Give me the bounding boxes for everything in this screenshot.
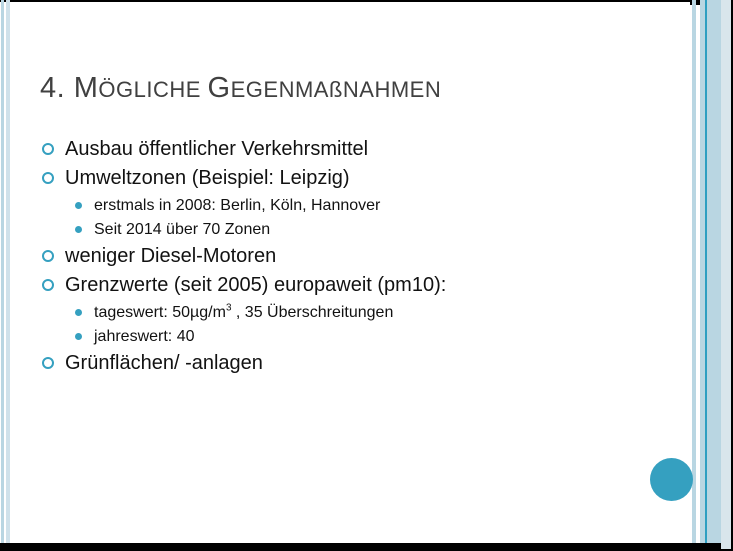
left-stripe-outer [1, 0, 4, 543]
bullet-item [40, 244, 640, 269]
bullet-text: jahreswert: 40 [94, 328, 195, 345]
superscript: 3 [225, 302, 232, 314]
dot-bullet-icon [75, 333, 82, 340]
sub-bullet-item [40, 302, 640, 323]
bullet-text-post: , 35 Überschreitungen [231, 304, 394, 321]
bottom-edge-bar [0, 543, 721, 551]
bullet-text: Grenzwerte (seit 2005) europaweit (pm10): [65, 274, 447, 296]
sub-bullet-item [40, 326, 640, 347]
right-band-b [707, 0, 721, 551]
slide-content [40, 70, 640, 380]
bullet-text: Ausbau öffentlicher Verkehrsmittel [65, 138, 369, 160]
bullet-text: Grünflächen/ -anlagen [65, 352, 263, 374]
bullet-text: erstmals in 2008: Berlin, Köln, Hannover [94, 197, 381, 214]
open-circle-bullet-icon [42, 357, 54, 369]
bullet-item [40, 273, 640, 298]
right-band-c [721, 0, 731, 551]
top-edge-line [0, 0, 733, 2]
bullet-text-with-superscript [94, 302, 393, 323]
open-circle-bullet-icon [42, 143, 54, 155]
open-circle-bullet-icon [42, 172, 54, 184]
open-circle-bullet-icon [42, 279, 54, 291]
dot-bullet-icon [75, 202, 82, 209]
sub-bullet-item [40, 195, 640, 216]
open-circle-bullet-icon [42, 250, 54, 262]
bullet-text: weniger Diesel-Motoren [65, 245, 277, 267]
bullet-item [40, 166, 640, 191]
bullet-text: Seit 2014 über 70 Zonen [94, 221, 271, 238]
right-stripe-thin [692, 0, 696, 551]
bullet-text-pre: tageswert: 50µg/m [94, 304, 226, 321]
bullet-item [40, 137, 640, 162]
bullet-list [40, 137, 640, 376]
sub-bullet-item [40, 219, 640, 240]
left-stripe-inner [6, 0, 10, 543]
title-segment: 4. M [40, 72, 99, 104]
title-segment: ÖGLICHE [98, 77, 208, 102]
dot-bullet-icon [75, 309, 82, 316]
bullet-item [40, 351, 640, 376]
slide-number-circle [650, 458, 693, 501]
slide-title [40, 70, 640, 111]
bullet-text: Umweltzonen (Beispiel: Leipzig) [65, 167, 350, 189]
dot-bullet-icon [75, 226, 82, 233]
title-segment: EGENMAßNAHMEN [230, 77, 442, 102]
title-segment: G [207, 72, 231, 104]
